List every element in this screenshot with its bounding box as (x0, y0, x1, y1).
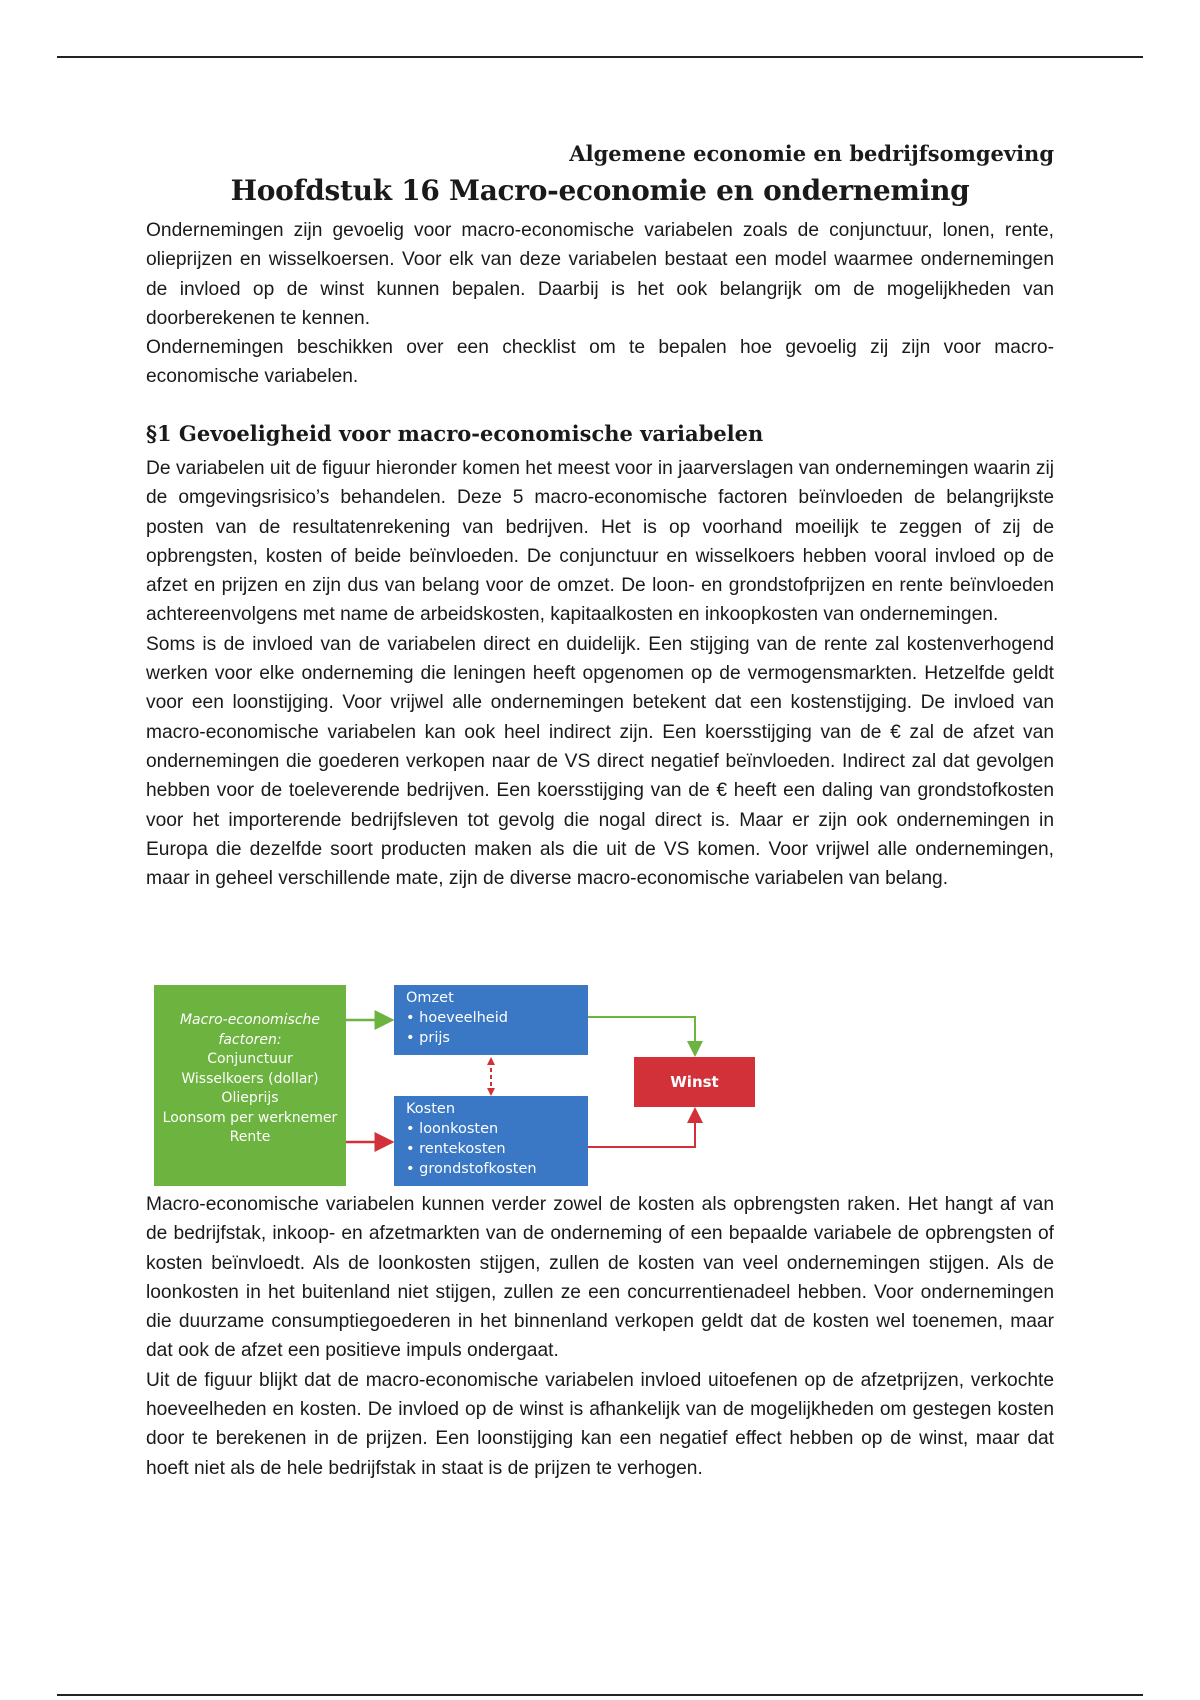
intro-section (146, 216, 1054, 392)
kosten-box (394, 1096, 588, 1186)
kosten-title: Kosten (406, 1101, 456, 1117)
intro-paragraph-2: Ondernemingen beschikken over een checklist om te bepalen hoe gevoelig zij zijn voor macro-economische variabelen. (146, 337, 1054, 388)
factor-item: Rente (229, 1129, 271, 1145)
bottom-rule (57, 1694, 1143, 1696)
top-rule (57, 56, 1143, 58)
intro-paragraph-1: Ondernemingen zijn gevoelig voor macro-economische variabelen zoals de conjunctuur, lonen, rente, olieprijzen en wisselkoersen. Voor elk van deze variabelen bestaat een model waarmee ondernemingen de invloed op de winst kunnen bepalen. Daarbij is het ook belangrijk om de mogelijkheden van doorberekenen te kennen. (146, 220, 1054, 329)
factor-item: Loonsom per werknemer (162, 1109, 338, 1126)
omzet-item: • prijs (406, 1030, 450, 1046)
section-1-paragraph-1: De variabelen uit de figuur hieronder komen het meest voor in jaarverslagen van ondernemingen waarin zij de omgevingsrisico’s behandelen. Deze 5 macro-economische factoren beïnvloeden de belangrijkste posten van de resultatenrekening van bedrijven. Het is op voorhand moeilijk te zeggen of zij de opbrengsten, kosten of beide beïnvloeden. De conjunctuur en wisselkoers hebben vooral invloed op de afzet en prijzen en zijn dus van belang voor de omzet. De loon- en grondstofprijzen en rente beïnvloeden achtereenvolgens met name de arbeidskosten, kapitaalkosten en inkoopkosten van ondernemingen. (146, 458, 1054, 626)
section-1-title: §1 Gevoeligheid voor macro-economische variabelen (146, 421, 764, 446)
arrow-kosten-to-winst (588, 1109, 695, 1147)
course-title: Algemene economie en bedrijfsomgeving (569, 141, 1054, 166)
arrow-omzet-to-winst (588, 1017, 695, 1055)
winst-box (634, 1057, 755, 1107)
factors-heading-2: factoren: (218, 1031, 282, 1048)
section-1-paragraph-4: Uit de figuur blijkt dat de macro-economische variabelen invloed uitoefenen op de afzetprijzen, verkochte hoeveelheden en kosten. De invloed op de winst is afhankelijk van de mogelijkheden om gestegen kosten door te berekenen in de prijzen. Een loonstijging kan een negatief effect hebben op de winst, maar dat hoeft niet als de hele bedrijfstak in staat is de prijzen te verhogen. (146, 1369, 1054, 1479)
omzet-title: Omzet (406, 990, 454, 1006)
section-1-paragraph-2: Soms is de invloed van de variabelen direct en duidelijk. Een stijging van de rente zal kostenverhogend werken voor elke onderneming die leningen heeft opgenomen op de vermogensmarkten. Hetzelfde geldt voor een loonstijging. Voor vrijwel alle ondernemingen betekent dat een kostenstijging. De invloed van macro-economische variabelen kan ook heel indirect zijn. Een koersstijging van de € zal de afzet van ondernemingen die goederen verkopen naar de VS direct negatief beïnvloeden. Indirect zal dat gevolgen hebben voor de toeleverende bedrijven. Een koersstijging van de € heeft een daling van grondstofkosten voor het importerende bedrijfsleven tot gevolg die nogal direct is. Maar er zijn ook ondernemingen in Europa die dezelfde soort producten maken als die uit de VS komen. Voor vrijwel alle ondernemingen, maar in geheel verschillende mate, zijn de diverse macro-economische variabelen van belang. (146, 633, 1054, 890)
omzet-item: • hoeveelheid (406, 1010, 508, 1026)
section-1-paragraph-3: Macro-economische variabelen kunnen verder zowel de kosten als opbrengsten raken. Het hangt af van de bedrijfstak, inkoop- en afzetmarkten van de onderneming of een bepaalde variabele de opbrengsten of kosten beïnvloedt. Als de loonkosten stijgen, zullen de kosten van veel ondernemingen stijgen. Als de loonkosten in het buitenland niet stijgen, zullen ze een concurrentienadeel hebben. Voor ondernemingen die duurzame consumptiegoederen in het binnenland verkopen geldt dat de kosten wel toenemen, maar dat ook de afzet een positieve impuls ondergaat. (146, 1194, 1054, 1362)
section-1-body-top (146, 454, 1054, 893)
omzet-box (394, 985, 588, 1055)
kosten-item: • grondstofkosten (406, 1161, 537, 1177)
kosten-item: • loonkosten (406, 1121, 499, 1137)
factor-item: Olieprijs (221, 1090, 279, 1106)
section-1-body-bottom (146, 1190, 1054, 1483)
winst-label: Winst (670, 1073, 719, 1091)
macro-factors-diagram (154, 985, 764, 1190)
chapter-title: Hoofdstuk 16 Macro-economie en onderneming (230, 174, 970, 207)
factors-box (154, 985, 346, 1186)
factor-item: Wisselkoers (dollar) (181, 1070, 319, 1087)
factors-heading-1: Macro-economische (179, 1012, 321, 1028)
kosten-item: • rentekosten (406, 1141, 506, 1157)
factor-item: Conjunctuur (207, 1051, 293, 1067)
